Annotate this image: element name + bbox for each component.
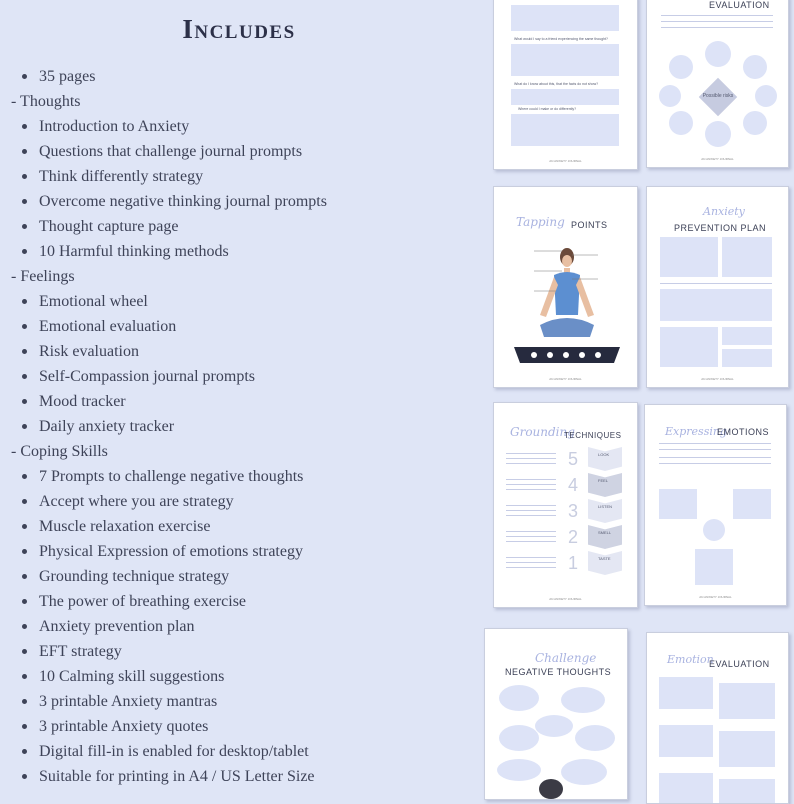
- possible-risks-label: Possible risks: [702, 93, 734, 99]
- prevention-script: Anxiety: [703, 205, 745, 218]
- list-item: Digital fill-in is enabled for desktop/tablet: [0, 739, 327, 764]
- list-item: Daily anxiety tracker: [0, 414, 327, 439]
- grounding-sense-chevron: [588, 499, 622, 523]
- page-preview-risk-evaluation: EVALUATION Possible risks AN ANXIETY JOURNAL: [646, 0, 789, 168]
- grounding-script: Grounding: [510, 425, 575, 439]
- emotion-script: Emotion: [667, 653, 714, 666]
- emotion-title: EVALUATION: [709, 659, 770, 669]
- page-title: Includes: [182, 14, 296, 44]
- expressing-title: EMOTIONS: [717, 427, 770, 437]
- grounding-sense-chevron: [588, 447, 622, 471]
- list-item: 3 printable Anxiety quotes: [0, 714, 327, 739]
- grounding-sense-label: SMELL: [598, 530, 612, 535]
- challenge-title: NEGATIVE THOUGHTS: [505, 667, 612, 677]
- grounding-number: 3: [568, 501, 579, 521]
- page-preview-expressing-emotions: Expressing EMOTIONS AN ANXIETY JOURNAL: [644, 404, 787, 606]
- list-item: Emotional evaluation: [0, 314, 327, 339]
- section-heading: - Coping Skills: [11, 443, 108, 460]
- page-preview-grounding: Grounding TECHNIQUES 5 LOOK 4 FEEL 3 LISTEN 2 SMELL 1 TASTE AN ANXIETY JOURNAL: [493, 402, 638, 608]
- risk-page-title: EVALUATION: [709, 0, 770, 10]
- list-item: Think differently strategy: [0, 164, 327, 189]
- list-item: 35 pages: [0, 64, 327, 89]
- grounding-sense-chevron: [588, 473, 622, 497]
- list-item: Overcome negative thinking journal prompts: [0, 189, 327, 214]
- list-item: Self-Compassion journal prompts: [0, 364, 327, 389]
- tapping-title: POINTS: [571, 220, 608, 230]
- list-item: 10 Calming skill suggestions: [0, 664, 327, 689]
- page-preview-challenge-thoughts: [484, 628, 628, 800]
- list-item: Muscle relaxation exercise: [0, 514, 327, 539]
- list-item: Anxiety prevention plan: [0, 614, 327, 639]
- grounding-sense-label: LOOK: [598, 452, 610, 457]
- section-heading: - Thoughts: [11, 93, 81, 110]
- list-item: Physical Expression of emotions strategy: [0, 539, 327, 564]
- page-preview-emotion-evaluation: [646, 632, 789, 804]
- list-item: Risk evaluation: [0, 339, 327, 364]
- grounding-sense-label: LISTEN: [598, 504, 613, 509]
- section-heading: - Feelings: [11, 268, 75, 285]
- contents-list: [0, 64, 327, 789]
- list-item: Thought capture page: [0, 214, 327, 239]
- grounding-sense-label: FEEL: [598, 478, 609, 483]
- prevention-title: PREVENTION PLAN: [674, 223, 767, 233]
- list-item: Accept where you are strategy: [0, 489, 327, 514]
- list-item: Introduction to Anxiety: [0, 114, 327, 139]
- meditation-figure: [494, 187, 637, 387]
- expressing-script: Expressing: [665, 425, 727, 438]
- list-item: The power of breathing exercise: [0, 589, 327, 614]
- list-item: 10 Harmful thinking methods: [0, 239, 327, 264]
- grounding-sense-label: TASTE: [598, 556, 611, 561]
- list-item: 7 Prompts to challenge negative thoughts: [0, 464, 327, 489]
- list-item: Emotional wheel: [0, 289, 327, 314]
- page-preview-tapping-points: Tapping POINTS AN ANXIETY JOURNAL: [493, 186, 638, 388]
- list-item: Grounding technique strategy: [0, 564, 327, 589]
- list-item: Suitable for printing in A4 / US Letter Size: [0, 764, 327, 789]
- challenge-script: Challenge: [535, 651, 597, 665]
- list-item: Mood tracker: [0, 389, 327, 414]
- list-item: 3 printable Anxiety mantras: [0, 689, 327, 714]
- page-preview-thought-capture: What would I say to a friend experiencing the same thought? What do I know about this, that the facts do not show? Where could I make or do differently? AN ANXIETY JOURNAL: [493, 0, 638, 170]
- grounding-sense-chevron: [588, 551, 622, 575]
- grounding-title: TECHNIQUES: [564, 431, 622, 440]
- page-preview-prevention-plan: Anxiety PREVENTION PLAN AN ANXIETY JOURNAL: [646, 186, 789, 388]
- grounding-number: 5: [568, 449, 579, 469]
- list-item: EFT strategy: [0, 639, 327, 664]
- grounding-sense-chevron: [588, 525, 622, 549]
- list-item: Questions that challenge journal prompts: [0, 139, 327, 164]
- tapping-script: Tapping: [516, 215, 565, 229]
- grounding-number: 2: [568, 527, 579, 547]
- grounding-number: 1: [568, 553, 579, 573]
- grounding-number: 4: [568, 475, 579, 495]
